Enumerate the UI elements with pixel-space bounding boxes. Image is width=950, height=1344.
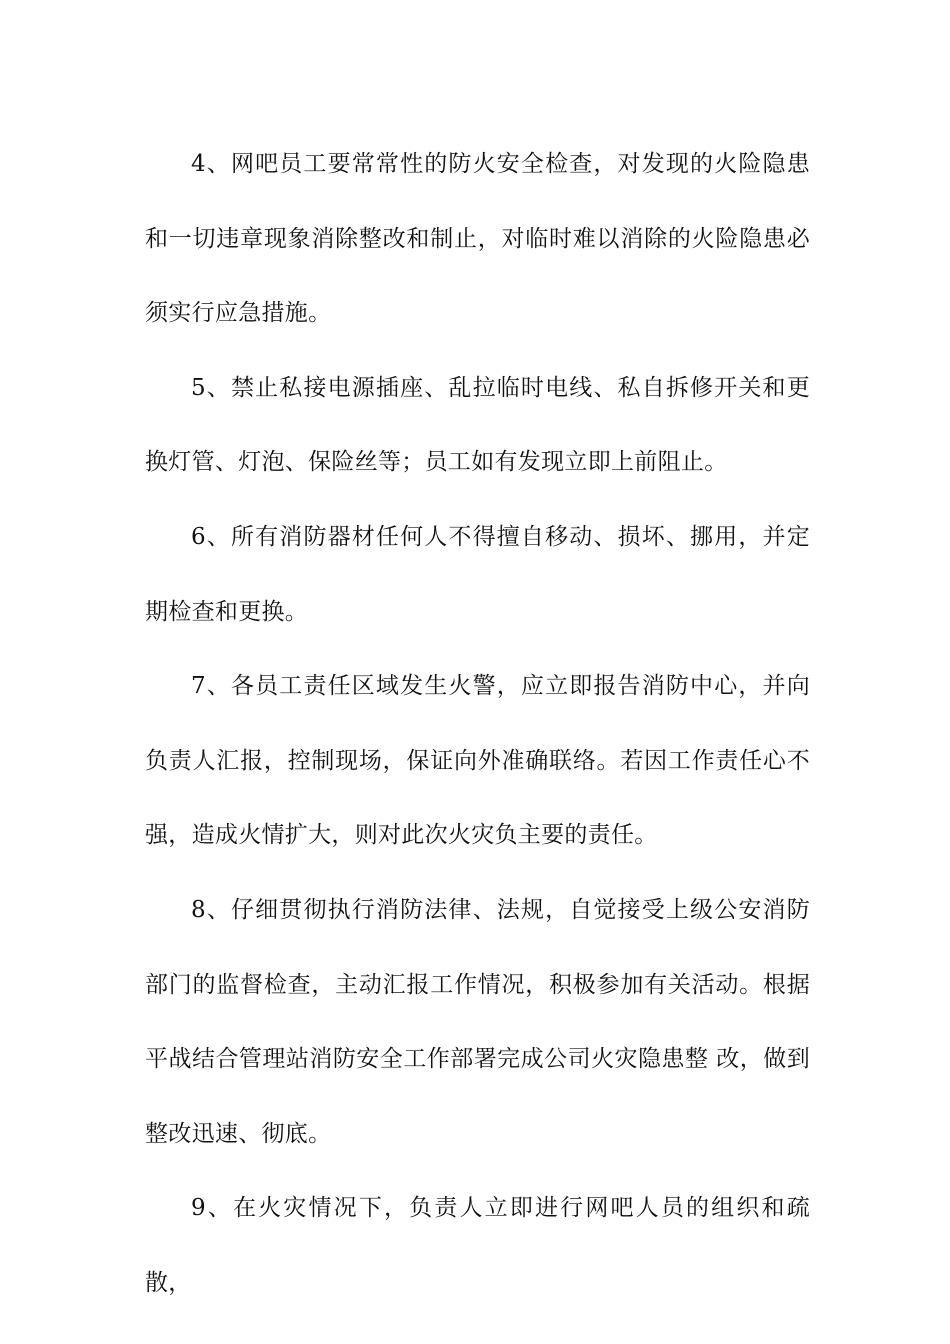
paragraph-6: 6、所有消防器材任何人不得擅自移动、损坏、挪用，并定期检查和更换。 [145,523,810,625]
document-body [145,127,810,1321]
paragraph-5: 5、禁止私接电源插座、乱拉临时电线、私自拆修开关和更换灯管、灯泡、保险丝等；员工如有发现立即上前阻止。 [145,374,810,476]
paragraph-8: 8、仔细贯彻执行消防法律、法规，自觉接受上级公安消防部门的监督检查，主动汇报工作情况，积极参加有关活动。根据平战结合管理站消防安全工作部署完成公司火灾隐患整 改，做到整改迅速、彻底。 [145,896,810,1147]
paragraph-9: 9、在火灾情况下，负责人立即进行网吧人员的组织和疏散， [145,1195,810,1296]
paragraph-4: 4、网吧员工要常常性的防火安全检查，对发现的火险隐患和一切违章现象消除整改和制止，对临时难以消除的火险隐患必须实行应急措施。 [145,151,810,327]
paragraph-7: 7、各员工责任区域发生火警，应立即报告消防中心，并向负责人汇报，控制现场，保证向外准确联络。若因工作责任心不强，造成火情扩大，则对此次火灾负主要的责任。 [145,673,810,849]
